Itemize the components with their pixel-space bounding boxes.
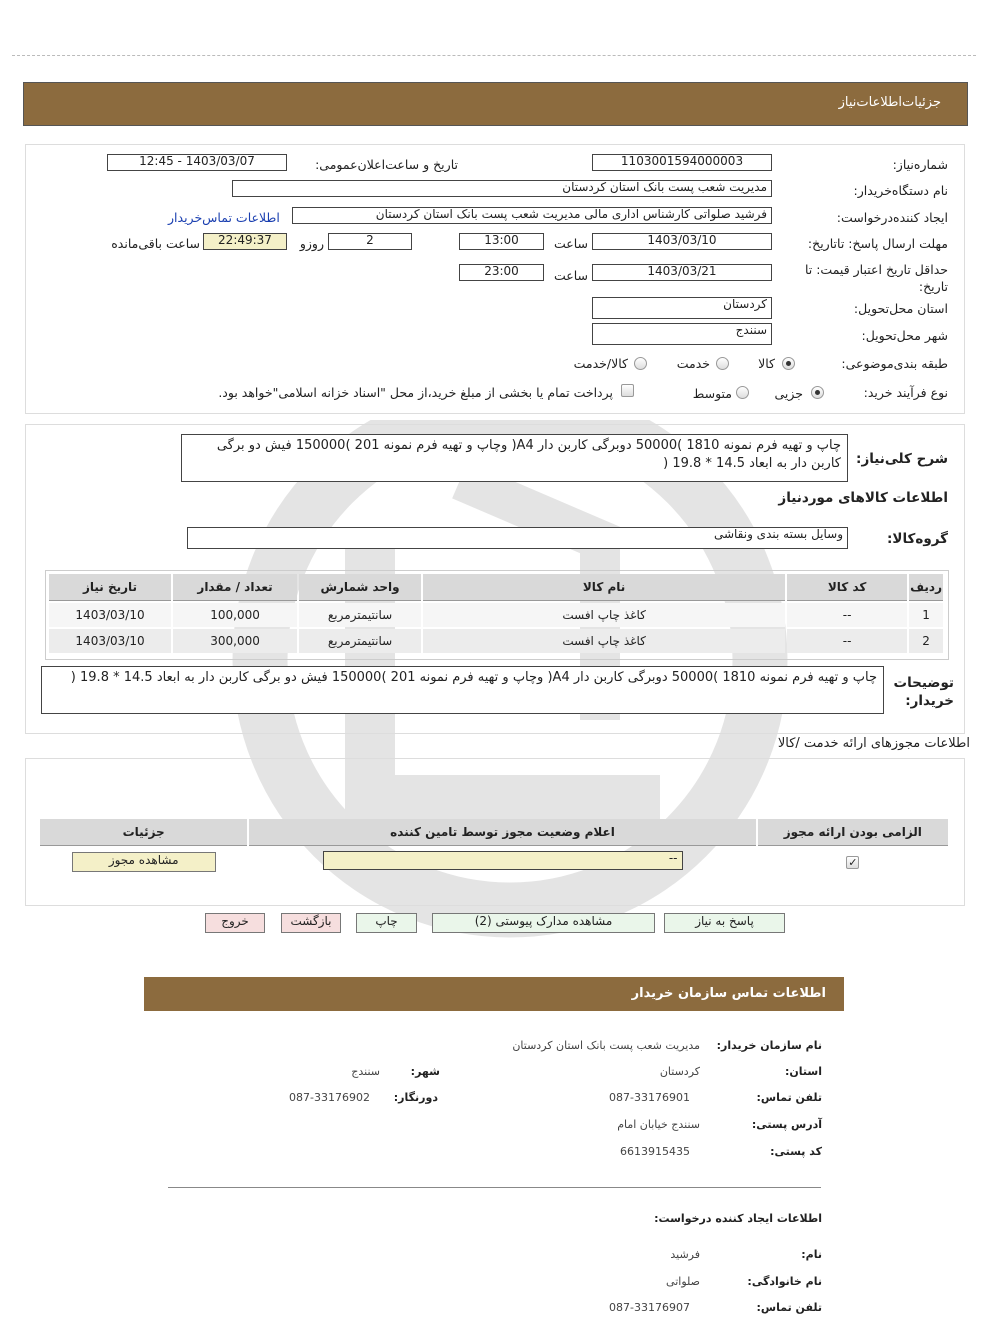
days-field[interactable]: 2	[328, 233, 412, 250]
buyer-contact-link-text[interactable]: اطلاعات تماس‌خریدار	[168, 210, 280, 225]
contact-title: اطلاعات تماس سازمان خریدار	[631, 986, 826, 1001]
contact-phone-label: تلفن تماس:	[756, 1091, 822, 1104]
contact-address-value: سنندج خیابان امام	[617, 1118, 700, 1131]
category-label: طبقه بندی‌موضوعی:	[841, 356, 948, 371]
permits-title: اطلاعات مجوزهای ارائه خدمت /کالا	[777, 736, 970, 751]
creator-family-label: نام خانوادگی:	[747, 1275, 822, 1288]
buyer-contact-link[interactable]	[168, 210, 280, 225]
contact-address-label: آدرس پستی:	[751, 1118, 822, 1131]
announce-label: تاریخ و ساعت‌اعلان‌عمومی:	[315, 157, 458, 172]
process-minor-label: جزیی	[774, 386, 803, 401]
attachments-button[interactable]: مشاهده مدارک پیوستی (2)	[432, 913, 655, 933]
permits-table	[38, 817, 950, 878]
cell-code: --	[787, 603, 907, 627]
contact-city-value: سنندج	[351, 1065, 380, 1078]
category-both-label: کالا/خدمت	[573, 356, 628, 371]
goods-group-field[interactable]: وسایل بسته بندی ونقاشی	[187, 527, 848, 549]
col-required: الزامی بودن ارائه مجوز	[758, 819, 948, 846]
goods-table	[47, 572, 945, 655]
remaining-label: ساعت باقی‌مانده	[111, 236, 200, 251]
validity-time-field[interactable]: 23:00	[459, 264, 544, 281]
treasury-payment-checkbox[interactable]	[621, 384, 634, 397]
category-service-radio[interactable]	[716, 357, 729, 370]
cell-unit: سانتیمترمربع	[299, 629, 421, 653]
reply-button[interactable]: پاسخ به نیاز	[664, 913, 785, 933]
page-title: جزئیات‌اطلاعات‌نیاز	[838, 95, 941, 110]
col-row: ردیف	[909, 574, 943, 601]
announce-field[interactable]: 1403/03/07 - 12:45	[107, 154, 287, 171]
deadline-time-field[interactable]: 13:00	[459, 233, 544, 250]
creator-family-value: صلواتی	[666, 1275, 700, 1288]
days-label: روزو	[299, 236, 324, 251]
cell-unit: سانتیمترمربع	[299, 603, 421, 627]
cell-qty: 300,000	[173, 629, 297, 653]
contact-postal-value: 6613915435	[620, 1145, 690, 1158]
deadline-time-label: ساعت	[553, 236, 588, 251]
col-date: تاریخ نیاز	[49, 574, 171, 601]
remaining-time-field: 22:49:37	[203, 233, 287, 250]
permit-status-field[interactable]: --	[323, 851, 683, 870]
cell-required	[758, 848, 948, 876]
buyer-org-field[interactable]: مدیریت شعب پست بانک استان کردستان	[232, 180, 772, 197]
contact-phone-value: 087-33176901	[609, 1091, 690, 1104]
goods-table-header	[49, 574, 943, 601]
summary-text: چاپ و تهیه فرم نمونه 1810 )50000 دوبرگی کاربن دار A4( وچاپ و تهیه فرم نمونه 201 )150000 فیش دو برگی کاربن دار به ابعاد 14.5 * 19.8 (	[181, 434, 848, 482]
table-row	[40, 848, 948, 876]
cell-date: 1403/03/10	[49, 603, 171, 627]
creator-field[interactable]: فرشید صلواتی کارشناس اداری مالی مدیریت شعب پست بانک استان کردستان	[292, 207, 772, 224]
permit-required-checkbox[interactable]: ✓	[848, 856, 858, 869]
col-unit: واحد شمارش	[299, 574, 421, 601]
need-number-label: شماره‌نیاز:	[892, 157, 948, 172]
category-service-label: خدمت	[676, 356, 710, 371]
creator-name-value: فرشید	[670, 1248, 700, 1261]
city-field[interactable]: سنندج	[592, 323, 772, 345]
col-qty: تعداد / مقدار	[173, 574, 297, 601]
print-button[interactable]: چاپ	[356, 913, 417, 933]
city-label: شهر محل‌تحویل:	[861, 328, 948, 343]
cell-details	[40, 848, 247, 876]
contact-fax-label: دورنگار:	[393, 1091, 438, 1104]
top-divider	[12, 55, 976, 56]
buyer-notes-text: چاپ و تهیه فرم نمونه 1810 )50000 دوبرگی کاربن دار A4( وچاپ و تهیه فرم نمونه 201 )150000 فیش دو برگی کاربن دار به ابعاد 14.5 * 19.8 (	[41, 666, 884, 714]
need-number-field[interactable]: 1103001594000003	[592, 154, 772, 171]
process-medium-label: متوسط	[692, 386, 732, 401]
creator-phone-value: 087-33176907	[609, 1301, 690, 1314]
creator-name-label: نام:	[801, 1248, 822, 1261]
col-details: جزئیات	[40, 819, 247, 846]
deadline-date-field[interactable]: 1403/03/10	[592, 233, 772, 250]
category-goods-radio[interactable]	[782, 357, 795, 370]
cell-status	[249, 848, 755, 876]
back-button[interactable]: بازگشت	[281, 913, 341, 933]
validity-label: حداقل تاریخ اعتبار قیمت: تا تاریخ:	[804, 262, 948, 294]
process-medium-radio[interactable]	[736, 386, 749, 399]
goods-info-title: اطلاعات کالاهای موردنیاز	[778, 490, 948, 506]
process-label: نوع فرآیند خرید:	[863, 385, 948, 400]
col-code: کد کالا	[787, 574, 907, 601]
buyer-notes-label: توضیحات خریدار:	[893, 675, 954, 709]
col-status: اعلام وضعیت مجوز توسط تامین کننده	[249, 819, 755, 846]
table-row	[49, 603, 943, 627]
summary-label: شرح کلی‌نیاز:	[856, 451, 948, 467]
province-label: استان محل‌تحویل:	[853, 301, 948, 316]
cell-date: 1403/03/10	[49, 629, 171, 653]
contact-org-value: مدیریت شعب پست بانک استان کردستان	[512, 1039, 700, 1052]
cell-name: کاغذ چاپ افست	[423, 603, 785, 627]
contact-divider	[168, 1187, 821, 1188]
contact-province-label: استان:	[785, 1065, 822, 1078]
creator-label: ایجاد کننده‌درخواست:	[836, 210, 948, 225]
col-name: نام کالا	[423, 574, 785, 601]
creator-info-title: اطلاعات ایجاد کننده درخواست:	[654, 1212, 822, 1225]
contact-postal-label: کد پستی:	[770, 1145, 822, 1158]
permits-table-header	[40, 819, 948, 846]
table-row	[49, 629, 943, 653]
contact-province-value: کردستان	[659, 1065, 700, 1078]
cell-code: --	[787, 629, 907, 653]
category-goods-label: کالا	[758, 356, 775, 371]
category-both-radio[interactable]	[634, 357, 647, 370]
contact-org-label: نام سازمان خریدار:	[716, 1039, 822, 1052]
deadline-label: مهلت ارسال پاسخ: تاتاریخ:	[807, 236, 948, 251]
contact-fax-value: 087-33176902	[289, 1091, 370, 1104]
validity-date-field[interactable]: 1403/03/21	[592, 264, 772, 281]
cell-row: 2	[909, 629, 943, 653]
contact-header	[144, 977, 844, 1011]
buyer-org-label: نام دستگاه‌خریدار:	[853, 183, 948, 198]
contact-city-label: شهر:	[410, 1065, 440, 1078]
cell-qty: 100,000	[173, 603, 297, 627]
creator-phone-label: تلفن تماس:	[756, 1301, 822, 1314]
cell-row: 1	[909, 603, 943, 627]
process-minor-radio[interactable]	[811, 386, 824, 399]
treasury-payment-note: پرداخت تمام یا بخشی از مبلغ خرید،از محل "اسناد خزانه اسلامی"خواهد بود.	[218, 385, 613, 400]
cell-name: کاغذ چاپ افست	[423, 629, 785, 653]
exit-button[interactable]: خروج	[205, 913, 265, 933]
page-header	[23, 82, 968, 126]
validity-time-label: ساعت	[553, 268, 588, 283]
province-field[interactable]: کردستان	[592, 297, 772, 319]
goods-group-label: گروه‌کالا:	[887, 531, 948, 547]
view-permit-button[interactable]: مشاهده مجوز	[72, 852, 216, 872]
